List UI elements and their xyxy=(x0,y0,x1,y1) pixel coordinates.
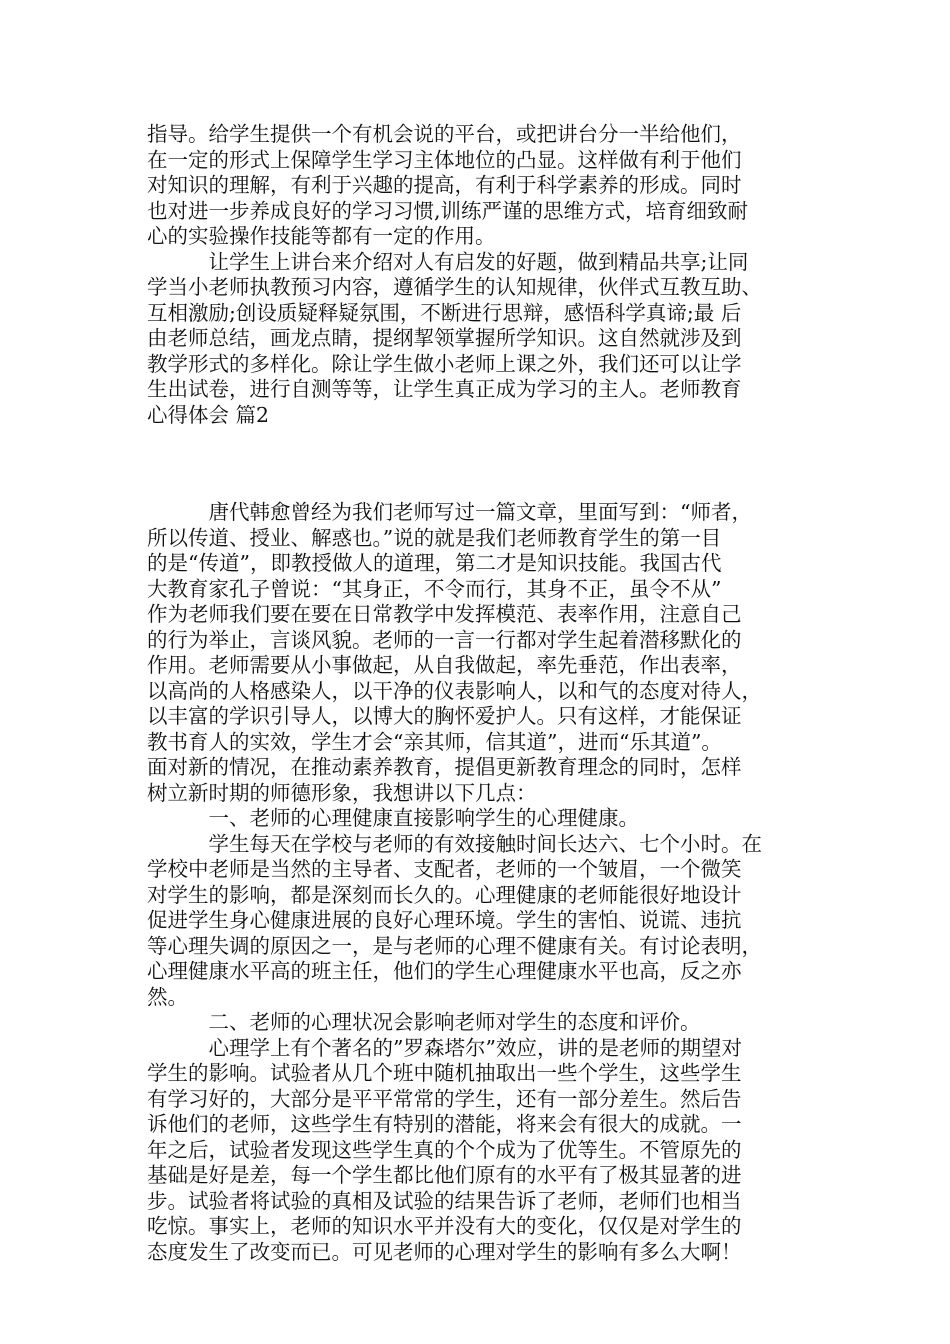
heading-line: 一、老师的心理健康直接影响学生的心理健康。 xyxy=(147,806,639,830)
text-line: 心得体会 篇2 xyxy=(147,402,270,427)
text-line: 作用。老师需要从小事做起，从自我做起，率先垂范，作出表率， xyxy=(147,653,742,677)
paragraph-4 xyxy=(147,832,827,1011)
section-heading-1 xyxy=(147,806,827,832)
text-line: 指导。给学生提供一个有机会说的平台，或把讲台分一半给他们， xyxy=(147,122,742,146)
text-line: 态度发生了改变而已。可见老师的心理对学生的影响有多么大啊！ xyxy=(147,1239,742,1264)
text-line: 的是“传道”，即教授做人的道理，第二才是知识技能。我国古代 xyxy=(147,551,722,575)
text-line: 面对新的情况，在推动素养教育，提倡更新教育理念的同时，怎样 xyxy=(147,755,742,779)
heading-line: 二、老师的心理状况会影响老师对学生的态度和评价。 xyxy=(147,1010,701,1034)
text-line: 等心理失调的原因之一，是与老师的心理不健康有关。有讨论表明， xyxy=(147,933,762,958)
text-line: 心的实验操作技能等都有一定的作用。 xyxy=(147,224,496,248)
text-line: 作为老师我们要在要在日常教学中发挥模范、表率作用，注意自己 xyxy=(147,602,742,626)
text-line: 心理健康水平高的班主任，他们的学生心理健康水平也高，反之亦 xyxy=(147,959,742,983)
text-line: 互相激励;创设质疑释疑氛围，不断进行思辩，感悟科学真谛;最 后 xyxy=(147,300,742,325)
paragraph-5 xyxy=(147,1036,827,1266)
text-line: 促进学生身心健康进展的良好心理环境。学生的害怕、说谎、违抗 xyxy=(147,908,742,932)
text-line: 的行为举止，言谈风貌。老师的一言一行都对学生起着潜移默化的 xyxy=(147,627,742,652)
text-line: 大教育家孔子曾说：“其身正，不令而行，其身不正，虽令不从” xyxy=(147,576,722,601)
section-heading-2 xyxy=(147,1010,827,1036)
paragraph-1 xyxy=(147,122,827,250)
text-line: 也对进一步养成良好的学习习惯,训练严谨的思维方式，培育细致耐 xyxy=(147,198,749,223)
text-line: 让学生上讲台来介绍对人有启发的好题，做到精品共享;让同 xyxy=(147,249,749,274)
paragraph-2 xyxy=(147,250,827,429)
text-line: 生出试卷，进行自测等等，让学生真正成为学习的主人。老师教育 xyxy=(147,377,742,401)
text-line: 对知识的理解，有利于兴趣的提高，有利于科学素养的形成。同时 xyxy=(147,173,742,197)
text-line: 教书育人的实效，学生才会“亲其师，信其道”，进而“乐其道”。 xyxy=(147,729,722,754)
text-line: 由老师总结，画龙点睛，提纲挈领掌握所学知识。这自然就涉及到 xyxy=(147,326,742,350)
paragraph-3 xyxy=(147,500,827,806)
text-line: 学生每天在学校与老师的有效接触时间长达六、七个小时。在 xyxy=(147,831,762,856)
text-line: 树立新时期的师德形象，我想讲以下几点： xyxy=(147,780,537,805)
text-line: 吃惊。事实上，老师的知识水平并没有大的变化，仅仅是对学生的 xyxy=(147,1214,742,1238)
text-line: 所以传道、授业、解惑也。”说的就是我们老师教育学生的第一目 xyxy=(147,525,722,550)
text-line: 以高尚的人格感染人，以干净的仪表影响人，以和气的态度对待人， xyxy=(147,678,762,703)
text-line: 基础是好是差，每一个学生都比他们原有的水平有了极其显著的进 xyxy=(147,1163,742,1187)
text-line: 学校中老师是当然的主导者、支配者，老师的一个皱眉，一个微笑 xyxy=(147,857,742,881)
text-line: 唐代韩愈曾经为我们老师写过一篇文章，里面写到：“师者， xyxy=(147,500,752,524)
text-line: 有学习好的，大部分是平平常常的学生，还有一部分差生。然后告 xyxy=(147,1086,742,1111)
text-line: 诉他们的老师，这些学生有特别的潜能，将来会有很大的成就。一 xyxy=(147,1112,742,1136)
document-body xyxy=(147,122,827,1265)
text-line: 对学生的影响，都是深刻而长久的。心理健康的老师能很好地设计 xyxy=(147,882,742,907)
text-line: 以丰富的学识引导人，以博大的胸怀爱护人。只有这样，才能保证 xyxy=(147,704,742,728)
text-line: 学生的影响。试验者从几个班中随机抽取出一些个学生，这些学生 xyxy=(147,1061,742,1085)
text-line: 然。 xyxy=(147,984,188,1009)
text-line: 在一定的形式上保障学生学习主体地位的凸显。这样做有利于他们 xyxy=(147,147,742,172)
text-line: 教学形式的多样化。除让学生做小老师上课之外，我们还可以让学 xyxy=(147,351,742,376)
text-line: 年之后，试验者发现这些学生真的个个成为了优等生。不管原先的 xyxy=(147,1137,742,1162)
text-line: 学当小老师执教预习内容，遵循学生的认知规律，伙伴式互教互助、 xyxy=(147,275,762,299)
text-line: 心理学上有个著名的”罗森塔尔”效应，讲的是老师的期望对 xyxy=(147,1035,742,1060)
section-spacer xyxy=(147,428,827,500)
text-line: 步。试验者将试验的真相及试验的结果告诉了老师，老师们也相当 xyxy=(147,1188,742,1213)
